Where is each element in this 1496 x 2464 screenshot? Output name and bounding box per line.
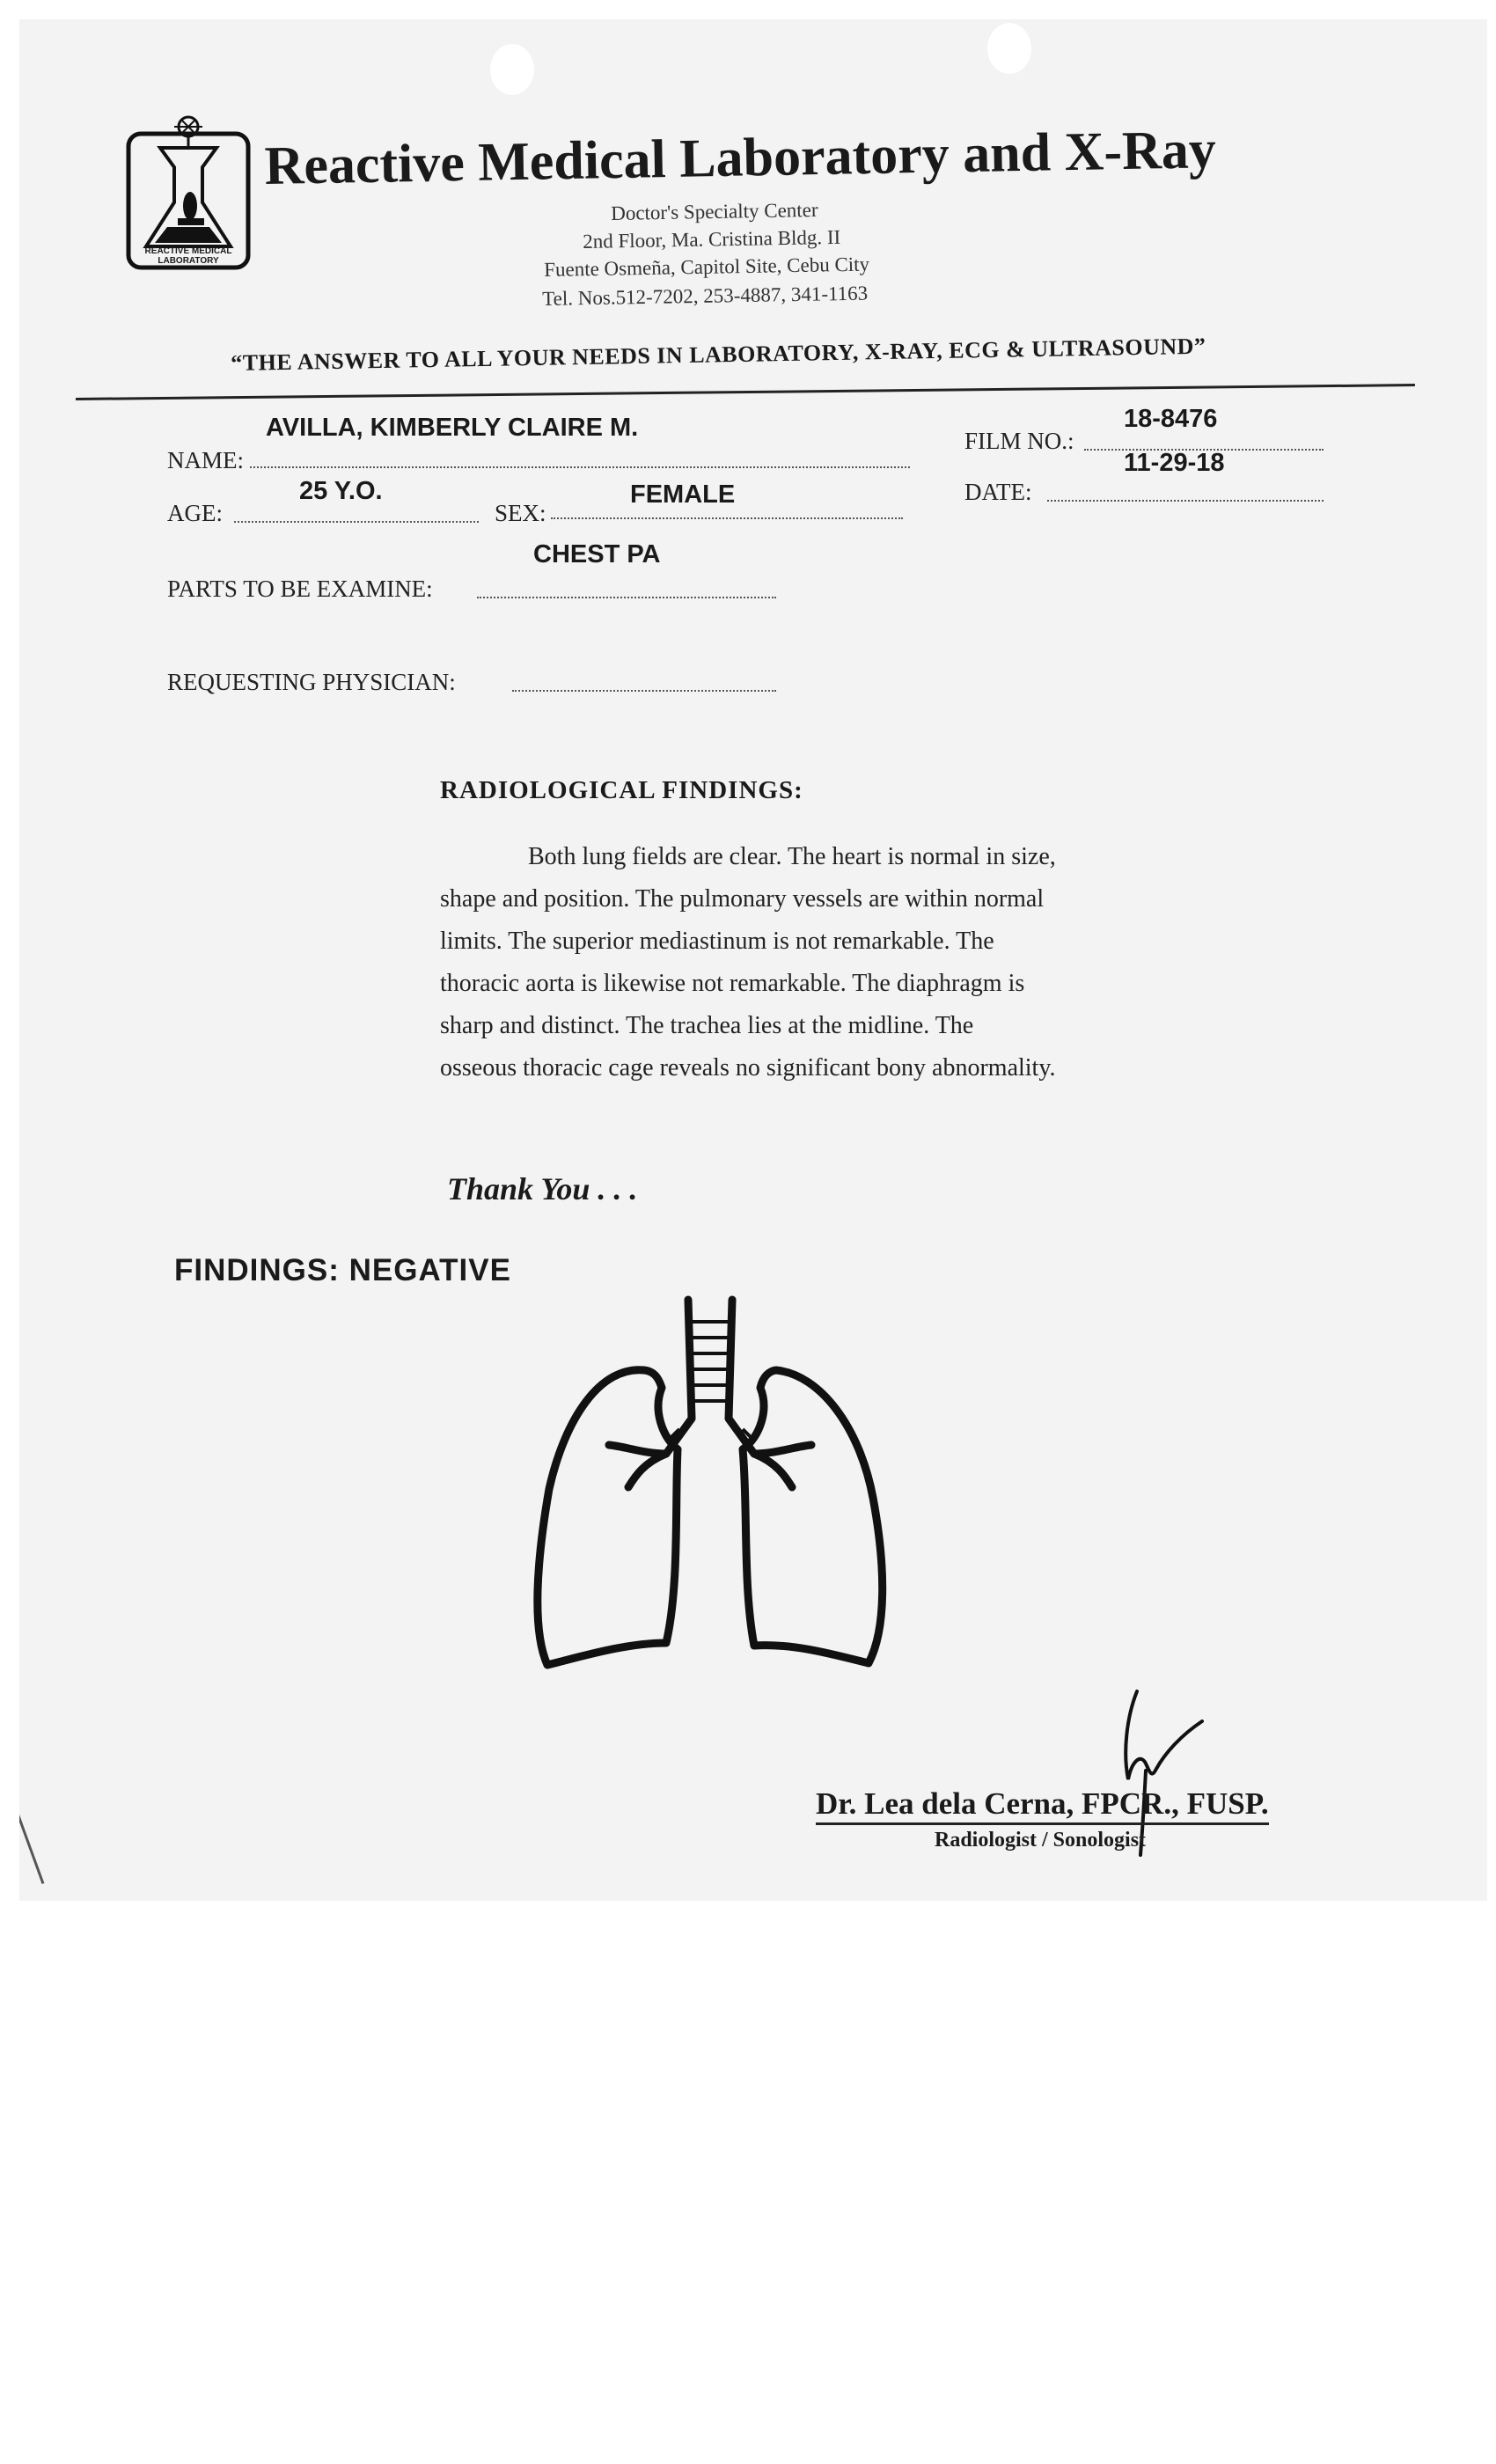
date-line xyxy=(1047,500,1324,502)
address-line: Doctor's Specialty Center xyxy=(611,198,818,224)
findings-result: FINDINGS: NEGATIVE xyxy=(174,1253,511,1287)
findings-heading: RADIOLOGICAL FINDINGS: xyxy=(440,776,803,804)
header-divider xyxy=(76,384,1415,400)
name-label: NAME: xyxy=(167,447,244,473)
document-sheet xyxy=(19,19,1487,1901)
phone-line: Tel. Nos.512-7202, 253-4887, 341-1163 xyxy=(542,282,869,310)
physician-label: REQUESTING PHYSICIAN: xyxy=(167,669,456,695)
closing-note: Thank You . . . xyxy=(447,1171,638,1206)
film-label: FILM NO.: xyxy=(964,428,1074,454)
findings-text: Both lung fields are clear. The heart is normal in size, shape and position. The pulmonary vessels are within normal limits. The superior mediastinum is not remarkable. The thoracic aorta is likewise not remarkable. The diaphragm is sharp and distinct. The trachea lies at the midline. The osseous thoracic cage reveals no significant bony abnormality. xyxy=(440,843,1056,1082)
tagline: “THE ANSWER TO ALL YOUR NEEDS IN LABORATORY, X-RAY, ECG & ULTRASOUND” xyxy=(231,333,1206,376)
name-line xyxy=(250,466,910,468)
patient-age: 25 Y.O. xyxy=(299,477,383,505)
patient-sex: FEMALE xyxy=(630,480,736,509)
age-line xyxy=(234,521,479,523)
age-label: AGE: xyxy=(167,500,223,526)
page-curl xyxy=(19,1718,44,1901)
sex-label: SEX: xyxy=(495,500,546,526)
exam-date: 11-29-18 xyxy=(1124,449,1225,477)
lungs-illustration xyxy=(512,1295,926,1700)
physician-line xyxy=(512,690,776,692)
punch-hole xyxy=(987,23,1031,74)
film-number: 18-8476 xyxy=(1124,405,1218,433)
parts-line xyxy=(477,597,776,598)
punch-hole xyxy=(490,44,534,95)
signatory-name: Dr. Lea dela Cerna, FPCR., FUSP. xyxy=(816,1786,1269,1825)
address-line: 2nd Floor, Ma. Cristina Bldg. II xyxy=(583,225,841,253)
parts-examined: CHEST PA xyxy=(533,540,661,568)
parts-label: PARTS TO BE EXAMINE: xyxy=(167,576,433,602)
date-label: DATE: xyxy=(964,479,1032,505)
patient-name: AVILLA, KIMBERLY CLAIRE M. xyxy=(266,414,639,442)
sex-line xyxy=(551,517,903,519)
signatory-title: Radiologist / Sonologist xyxy=(935,1829,1147,1852)
lab-name: Reactive Medical Laboratory and X-Ray xyxy=(264,120,1217,196)
logo-text: REACTIVE MEDICAL LABORATORY xyxy=(144,246,232,266)
address-line: Fuente Osmeña, Capitol Site, Cebu City xyxy=(544,253,870,281)
lab-logo xyxy=(125,114,252,273)
